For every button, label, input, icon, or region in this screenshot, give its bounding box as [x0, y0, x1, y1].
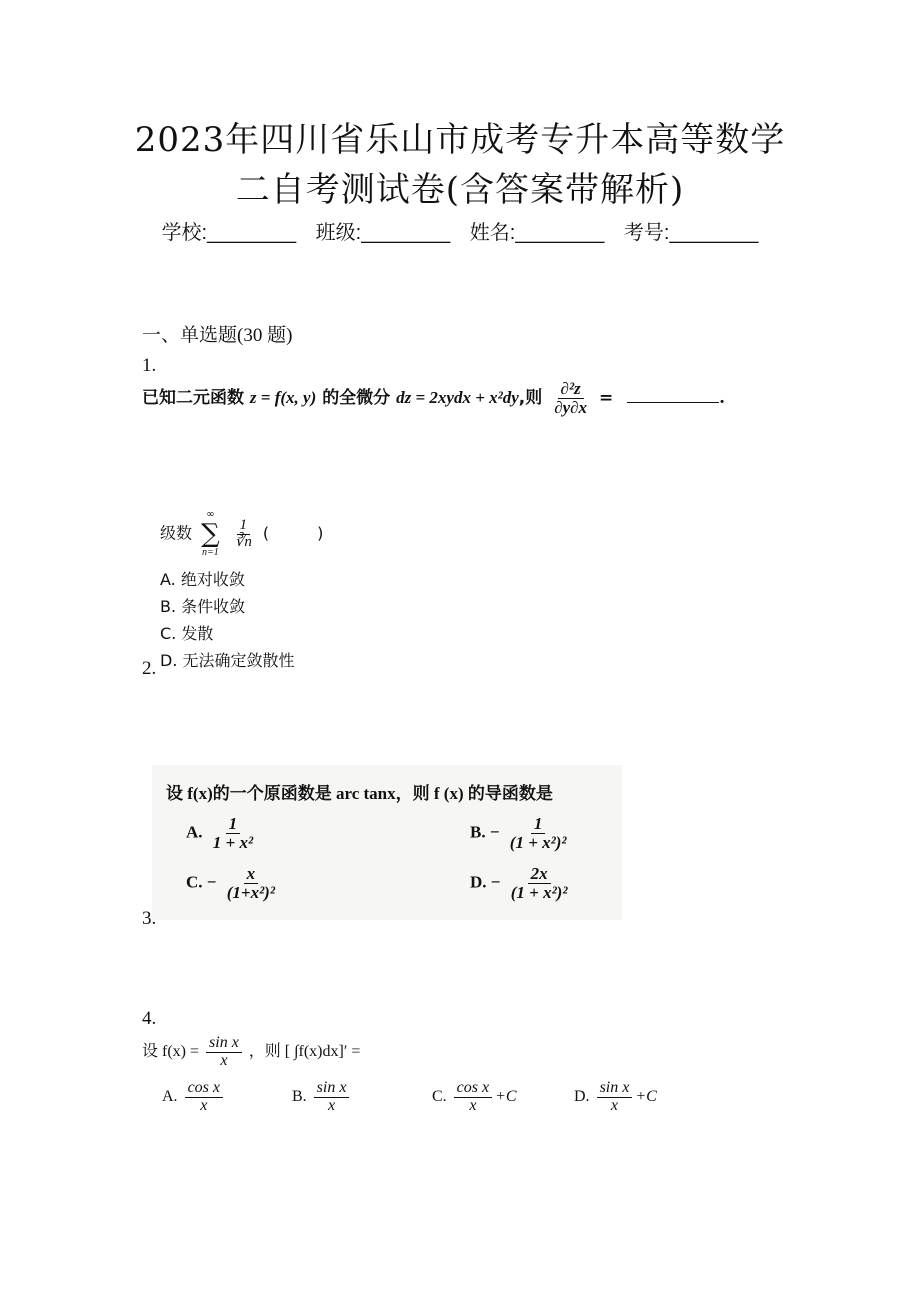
q3-a-num: 1: [226, 815, 241, 834]
q4-b-label: B.: [292, 1087, 307, 1105]
q4-a-den: x: [200, 1096, 208, 1114]
q2-paren: ( ): [262, 523, 324, 543]
q3-c-sign: −: [206, 872, 217, 892]
q4-a-num: cos x: [185, 1080, 223, 1098]
section-heading: 一、单选题(30 题): [142, 325, 293, 346]
school-field: 学校:________: [161, 222, 297, 244]
q2-frac-num: 1: [237, 518, 251, 535]
q4-stem-frac: [206, 1035, 242, 1070]
exam-number-field: 考号:________: [623, 222, 759, 244]
q1-equals: =: [598, 387, 614, 408]
q3-b-label: B.: [470, 822, 486, 842]
q4-d-tail: +C: [635, 1087, 657, 1105]
q4-c-den: x: [469, 1096, 477, 1114]
question-3-number: 3.: [142, 908, 157, 929]
q4-d-num: sin x: [597, 1080, 633, 1098]
q4-c-num: cos x: [454, 1080, 492, 1098]
document-title-line-1: 2023年四川省乐山市成考专升本高等数学: [134, 120, 786, 160]
q4-option-c: [432, 1080, 517, 1115]
q1-frac-den: ∂y∂x: [554, 397, 588, 417]
q2-sigma-symbol: ∑: [201, 518, 220, 549]
q4-d-label: D.: [574, 1087, 590, 1105]
class-field: 班级:________: [315, 222, 451, 244]
question-2-number: 2.: [142, 658, 157, 679]
q1-answer-blank: [627, 402, 719, 403]
q4-d-den: x: [610, 1096, 618, 1114]
q3-b-frac: [507, 815, 570, 852]
q4-a-label: A.: [162, 1087, 178, 1105]
q1-text-c: ,则: [518, 387, 543, 408]
q4-d-frac: [597, 1080, 633, 1115]
q2-option-d: D. 无法确定敛散性: [160, 651, 295, 670]
q3-d-den: (1 + x²)²: [510, 882, 568, 902]
q4-b-frac: [314, 1080, 350, 1115]
student-info-fields: [0, 216, 920, 245]
q4-c-label: C.: [432, 1087, 447, 1105]
q4-c-frac: [454, 1080, 492, 1115]
q2-frac-den: ∛n: [234, 533, 252, 550]
q3-b-sign: −: [489, 822, 500, 842]
question-1-text: [142, 380, 725, 417]
question-2-series: [160, 510, 323, 558]
name-field: 姓名:________: [469, 222, 605, 244]
q3-a-label: A.: [186, 822, 203, 842]
q1-period: .: [719, 387, 726, 408]
q1-text-a: 已知二元函数: [142, 387, 244, 408]
q3-option-d: [470, 865, 573, 902]
q4-b-num: sin x: [314, 1080, 350, 1098]
q4-stem-num: sin x: [206, 1035, 242, 1053]
q4-stem-a: 设 f(x) =: [142, 1042, 200, 1060]
q3-option-c: [186, 865, 281, 902]
question-1-number: 1.: [142, 355, 157, 376]
q4-a-frac: [185, 1080, 223, 1115]
document-title-line-2: 二自考测试卷(含答案带解析): [235, 170, 685, 210]
q3-d-sign: −: [490, 872, 501, 892]
q2-sum-top: ∞: [206, 509, 215, 520]
q3-b-num: 1: [531, 815, 546, 834]
q3-stem: 设 f(x)的一个原函数是 arc tanx，则 f (x) 的导函数是: [166, 784, 553, 803]
q3-b-den: (1 + x²)²: [509, 832, 567, 852]
q4-c-tail: +C: [495, 1087, 517, 1105]
q1-text-b: 的全微分: [322, 387, 391, 408]
q3-c-num: x: [244, 865, 259, 884]
q3-d-num: 2x: [528, 865, 551, 884]
q3-d-label: D.: [470, 872, 487, 892]
q3-c-label: C.: [186, 872, 203, 892]
q3-option-a: [186, 815, 259, 852]
q3-d-frac: [508, 865, 571, 902]
q4-stem-den: x: [220, 1051, 228, 1069]
q1-differential: dz = 2xydx + x²dy: [396, 387, 519, 407]
q4-option-d: [574, 1080, 657, 1115]
question-4-number: 4.: [142, 1008, 157, 1029]
q1-partial-fraction: [551, 380, 590, 417]
q2-option-a: A. 绝对收敛: [160, 570, 245, 589]
q1-frac-num: ∂²z: [558, 380, 584, 399]
question-4-stem: [142, 1035, 360, 1070]
q4-b-den: x: [328, 1096, 336, 1114]
q2-option-b: B. 条件收敛: [160, 597, 246, 616]
question-3-image: [152, 765, 622, 920]
q2-sum-bottom: n=1: [202, 546, 219, 558]
q2-sigma: [201, 510, 220, 558]
q4-option-a: [162, 1080, 226, 1115]
q4-option-b: [292, 1080, 352, 1115]
q3-a-den: 1 + x²: [212, 832, 254, 852]
q2-fraction: [232, 518, 255, 551]
q3-option-b: [470, 815, 572, 852]
q2-option-c: C. 发散: [160, 624, 214, 643]
q2-label: 级数: [160, 523, 193, 543]
q3-a-frac: [210, 815, 256, 852]
q1-function: z = f(x, y): [249, 387, 317, 407]
q3-c-frac: [224, 865, 278, 902]
q4-stem-b: ，则 [ ∫f(x)dx]′ =: [248, 1042, 361, 1060]
q3-c-den: (1+x²)²: [226, 882, 275, 902]
